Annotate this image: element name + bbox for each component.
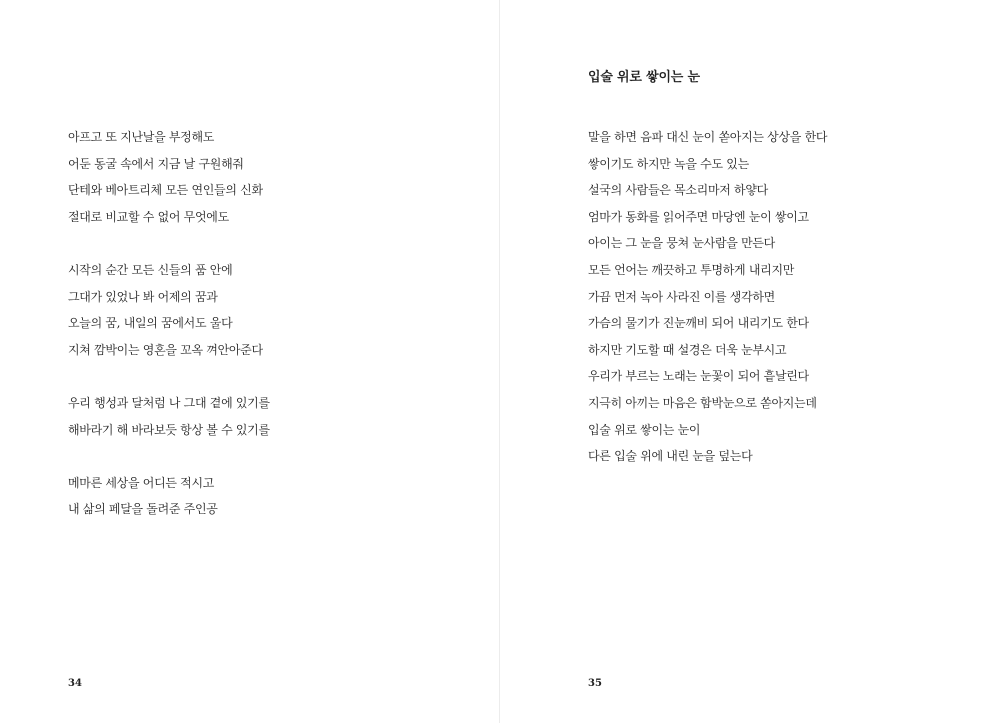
- right-poem: [588, 129, 827, 475]
- stanza-break: [68, 235, 270, 262]
- left-poem: [68, 129, 270, 528]
- poem-line: 설국의 사람들은 목소리마저 하얗다: [588, 183, 768, 198]
- poem-line: 내 삶의 페달을 돌려준 주인공: [68, 502, 218, 517]
- poem-line: 절대로 비교할 수 없어 무엇에도: [68, 209, 229, 224]
- poem-line: 엄마가 동화를 읽어주면 마당엔 눈이 쌓이고: [588, 209, 809, 224]
- poem-line: 어둔 동굴 속에서 지금 날 구원해줘: [68, 156, 244, 171]
- poem-line: 우리가 부르는 노래는 눈꽃이 되어 흩날린다: [588, 369, 809, 384]
- poem-line: 우리 행성과 달처럼 나 그대 곁에 있기를: [68, 395, 270, 410]
- poem-line: 시작의 순간 모든 신들의 품 안에: [68, 262, 233, 277]
- poem-line: 아프고 또 지난날을 부정해도: [68, 130, 215, 144]
- right-page: [500, 0, 999, 723]
- poem-title: 입술 위로 쌓이는 눈: [588, 70, 700, 85]
- poem-line: 해바라기 해 바라보듯 항상 볼 수 있기를: [68, 422, 270, 437]
- poem-line: 지쳐 깜박이는 영혼을 꼬옥 껴안아준다: [68, 342, 263, 357]
- poem-line: 가슴의 물기가 진눈깨비 되어 내리기도 한다: [588, 316, 809, 331]
- page-number: 34: [68, 678, 82, 689]
- stanza-break: [68, 368, 270, 395]
- stanza-break: [68, 448, 270, 475]
- poem-line: 메마른 세상을 어디든 적시고: [68, 475, 215, 490]
- poem-line: 다른 입술 위에 내린 눈을 덮는다: [588, 449, 753, 464]
- poem-line: 쌓이기도 하지만 녹을 수도 있는: [588, 156, 749, 171]
- poem-line: 그대가 있었나 봐 어제의 꿈과: [68, 289, 218, 304]
- left-page: [0, 0, 499, 723]
- poem-line: 하지만 기도할 때 설경은 더욱 눈부시고: [588, 342, 787, 357]
- poem-line: 모든 언어는 깨끗하고 투명하게 내리지만: [588, 262, 795, 277]
- poem-line: 입술 위로 쌓이는 눈이: [588, 422, 701, 437]
- poem-line: 가끔 먼저 녹아 사라진 이를 생각하면: [588, 289, 775, 304]
- poem-line: 아이는 그 눈을 뭉쳐 눈사람을 만든다: [588, 236, 775, 251]
- poem-line: 단테와 베아트리체 모든 연인들의 신화: [68, 183, 263, 198]
- page-number: 35: [588, 678, 602, 689]
- poem-line: 지극히 아끼는 마음은 함박눈으로 쏟아지는데: [588, 395, 817, 410]
- poem-line: 오늘의 꿈, 내일의 꿈에서도 울다: [68, 316, 233, 331]
- poem-line: 말을 하면 음파 대신 눈이 쏟아지는 상상을 한다: [588, 130, 828, 144]
